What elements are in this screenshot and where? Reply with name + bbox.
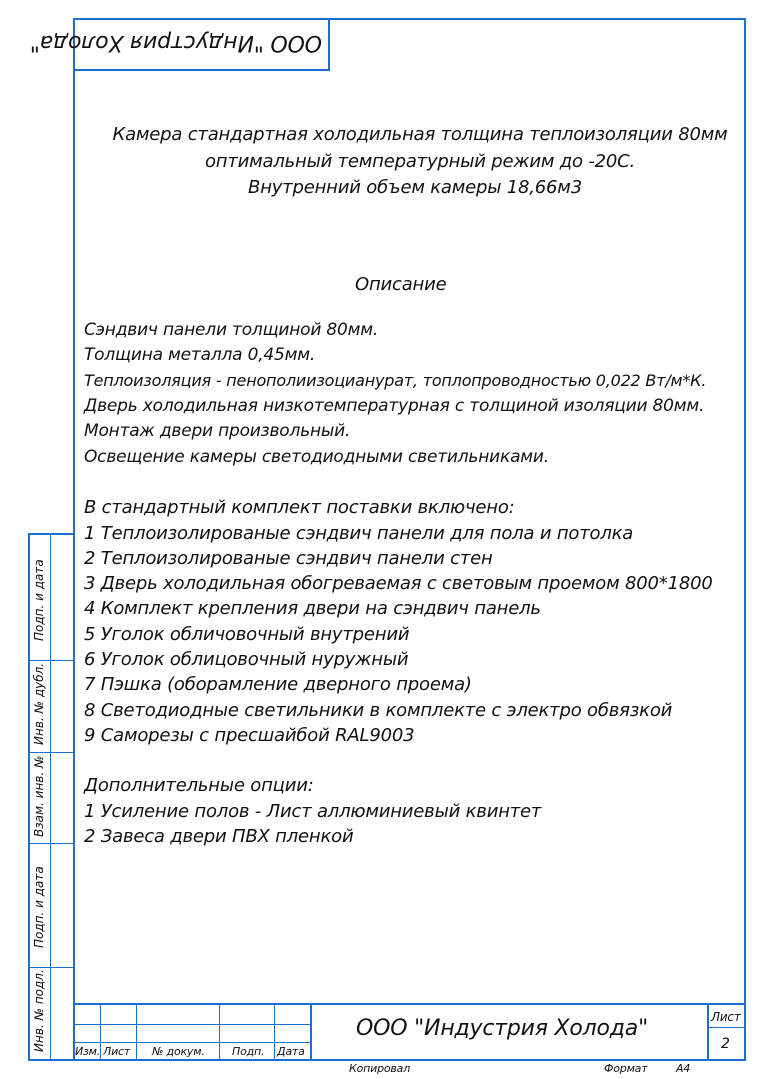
sheet-label: Лист: [711, 1010, 741, 1024]
title-block-company: ООО "Индустрия Холода": [356, 1016, 648, 1041]
title-line-3: Внутренний объем камеры 18,66м3: [248, 177, 582, 198]
kit-item: 8 Светодиодные светильники в комплекте с электро обвязкой: [84, 700, 673, 721]
description-line: Теплоизоляция - пенополиизоцианурат, топлопроводностью 0,022 Вт/м*К.: [84, 371, 707, 390]
description-line: Дверь холодильная низкотемпературная с толщиной изоляции 80мм.: [84, 396, 705, 416]
kit-heading: В стандартный комплект поставки включено:: [84, 497, 515, 518]
top-stamp-text: ООО "Индустрия Холода": [30, 30, 322, 55]
options-item: 2 Завеса двери ПВХ пленкой: [84, 826, 354, 847]
col-list: Лист: [103, 1045, 131, 1058]
col-doc: № докум.: [152, 1045, 205, 1058]
side-label-inv-podl: Инв. № подл.: [32, 969, 46, 1052]
description-heading: Описание: [355, 274, 447, 295]
col-izm: Изм.: [75, 1045, 101, 1058]
description-line: Сэндвич панели толщиной 80мм.: [84, 320, 379, 340]
description-line: Освещение камеры светодиодными светильниками.: [84, 447, 549, 467]
side-label-podp-data-2: Подп. и дата: [32, 866, 46, 948]
title-block-sheet-line: [707, 1027, 746, 1028]
footer-format-value: А4: [676, 1062, 691, 1075]
description-line: Монтаж двери произвольный.: [84, 421, 351, 441]
kit-item: 4 Комплект крепления двери на сэндвич панель: [84, 598, 541, 619]
title-block-col-line: [219, 1003, 220, 1061]
options-item: 1 Усиление полов - Лист аллюминиевый квинтет: [84, 801, 542, 822]
title-block-top-line: [73, 1003, 746, 1005]
side-stamp-row-line: [28, 967, 75, 968]
description-line: Толщина металла 0,45мм.: [84, 345, 316, 365]
col-podp: Подп.: [232, 1045, 265, 1058]
kit-item: 6 Уголок облицовочный нуружный: [84, 649, 409, 670]
side-stamp-divider: [50, 533, 51, 1061]
title-block-col-line: [100, 1003, 101, 1061]
sheet-number: 2: [721, 1036, 730, 1052]
side-stamp-row-line: [28, 660, 75, 661]
side-label-inv-dubl: Инв. № дубл.: [32, 662, 46, 745]
footer-copied: Копировал: [349, 1062, 411, 1075]
side-stamp-row-line: [28, 843, 75, 844]
side-label-vzam-inv: Взам. инв. №: [32, 755, 46, 837]
footer-format-label: Формат: [604, 1062, 648, 1075]
side-stamp-row-line: [28, 752, 75, 753]
kit-item: 9 Саморезы с пресшайбой RAL9003: [84, 725, 415, 746]
kit-item: 1 Теплоизолированые сэндвич панели для пола и потолка: [84, 523, 634, 544]
kit-item: 7 Пэшка (оборамление дверного проема): [84, 674, 472, 695]
kit-item: 3 Дверь холодильная обогреваемая с световым проемом 800*1800: [84, 573, 713, 594]
title-block-col-line: [707, 1003, 709, 1061]
kit-item: 2 Теплоизолированые сэндвич панели стен: [84, 548, 493, 569]
title-line-2: оптимальный температурный режим до -20С.: [204, 151, 636, 172]
options-heading: Дополнительные опции:: [84, 775, 314, 796]
title-block-col-line: [310, 1003, 312, 1061]
title-line-1: Камера стандартная холодильная толщина теплоизоляции 80мм: [112, 124, 728, 145]
title-block-col-line: [274, 1003, 275, 1061]
side-label-podp-data-1: Подп. и дата: [32, 559, 46, 641]
title-block-col-line: [136, 1003, 137, 1061]
kit-item: 5 Уголок обличовочный внутрений: [84, 624, 410, 645]
col-date: Дата: [277, 1045, 305, 1058]
